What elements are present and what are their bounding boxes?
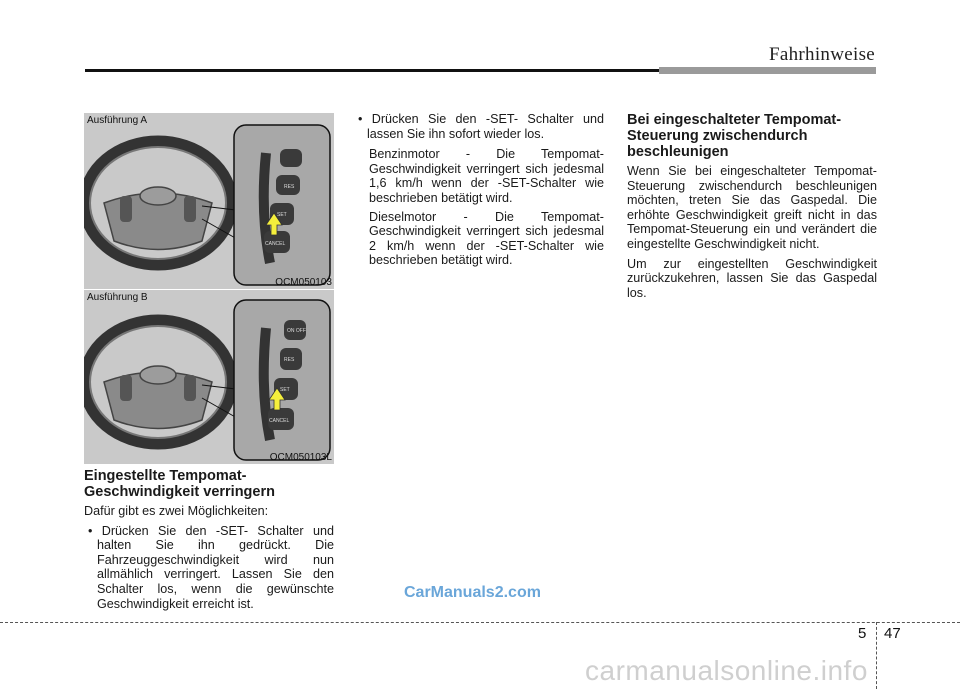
site-watermark: carmanualsonline.info <box>585 655 868 686</box>
on-off-button-label: ON OFF <box>287 328 306 334</box>
figure-label: Ausführung B <box>87 292 148 303</box>
watermark-link[interactable]: CarManuals2.com <box>404 584 541 601</box>
footer-divider <box>876 622 877 689</box>
steering-wheel-illustration-a <box>84 113 334 289</box>
section-heading-accelerate: Bei eingeschalteter Tempomat-Steuerung zwischendurch beschleunigen <box>627 112 842 160</box>
cancel-button-label: CANCEL <box>265 241 286 247</box>
return-paragraph: Um zur eingestellten Geschwindigkeit zurückzukehren, lassen Sie das Gaspedal los. <box>627 256 877 300</box>
column-right <box>627 112 877 305</box>
res-button-label: RES <box>284 184 295 190</box>
set-button-label: SET <box>277 212 287 218</box>
petrol-engine-note: Benzinmotor - Die Tempomat-Geschwindigkeit verringert sich jedesmal 1,6 km/h wenn der -SET-Schalter wie beschrieben betätigt wird. <box>369 147 604 205</box>
figure-code: OCM050103 <box>275 277 332 288</box>
figure-code: OCM050103L <box>269 452 332 463</box>
steering-wheel-illustration-b <box>84 290 334 464</box>
diesel-engine-note: Dieselmotor - Die Tempomat-Geschwindigkeit verringert sich jedesmal 2 km/h wenn der -SET-Schalter wie beschrieben betätigt wird. <box>369 209 604 268</box>
set-button-label: SET <box>280 387 290 393</box>
bullet-tap-set: • Drücken Sie den -SET- Schalter und lassen Sie ihn sofort wieder los. <box>358 112 604 141</box>
chapter-number: 5 <box>858 625 867 642</box>
bullet-hold-set: • Drücken Sie den -SET- Schalter und halten Sie ihn gedrückt. Die Fahrzeuggeschwindigkeit wird nun allmählich verringert. Lassen Sie den Schalter los, wenn die gewünschte Geschwindigkeit erreicht ist. <box>88 523 334 611</box>
cancel-button-label: CANCEL <box>269 418 290 424</box>
section-heading-decrease-speed: Eingestellte Tempomat-Geschwindigkeit verringern <box>84 468 275 500</box>
header-rule <box>85 69 659 72</box>
figure-label: Ausführung A <box>87 115 148 126</box>
page-number: 47 <box>884 625 901 642</box>
figure-variant-b <box>84 289 334 464</box>
accelerate-paragraph: Wenn Sie bei eingeschalteter Tempomat-Steuerung zwischendurch beschleunigen möchten, treten Sie das Gaspedal. Die erhöhte Geschwindigkeit greift nicht in das Tempomat-Steuerung ein und verändert die eingestellte Geschwindigkeit nicht. <box>627 164 877 251</box>
res-button-label: RES <box>284 357 295 363</box>
header-rule-accent <box>659 67 876 74</box>
intro-text: Dafür gibt es zwei Möglichkeiten: <box>84 504 269 518</box>
column-left <box>84 468 334 617</box>
figure-variant-a <box>84 113 334 289</box>
footer-rule <box>0 622 960 623</box>
section-header-title: Fahrhinweise <box>769 44 875 65</box>
column-middle <box>354 112 604 272</box>
